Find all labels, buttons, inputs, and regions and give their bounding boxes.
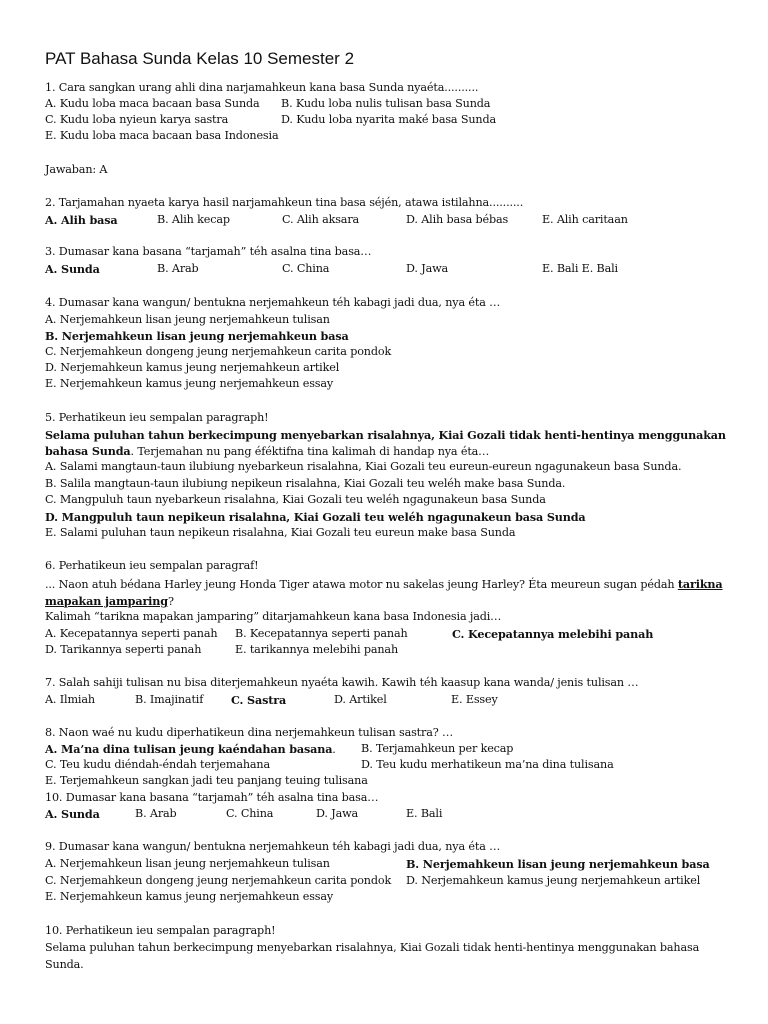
q8-option-e: E. Terjemahkeun sangkan jadi teu panjang teuing tulisana — [45, 774, 368, 787]
q5-option-b: B. Salila mangtaun-taun ilubiung nepikeun risalahna, Kiai Gozali teu weléh make basa Sunda. — [45, 477, 566, 490]
q2-option-d: D. Alih basa bébas — [406, 213, 509, 226]
q10a-option-e: E. Bali — [406, 807, 443, 820]
q6-option-d: D. Tarikannya seperti panah — [45, 643, 202, 656]
q6-option-a: A. Kecepatannya seperti panah — [45, 627, 218, 640]
q1-option-b: B. Kudu loba nulis tulisan basa Sunda — [281, 97, 491, 110]
q6-passage-text: ... Naon atuh bédana Harley jeung Honda Tiger atawa motor nu sakelas jeung Harley? Éta meureun sugan pédah — [45, 578, 678, 591]
page-title: PAT Bahasa Sunda Kelas 10 Semester 2 — [45, 49, 355, 68]
q3-option-e: E. Bali E. Bali — [542, 262, 618, 275]
question-3: 3. Dumasar kana basana “tarjamah” téh asalna tina basa… — [45, 245, 372, 258]
q5-option-d: D. Mangpuluh taun nepikeun risalahna, Kiai Gozali teu weléh ngagunakeun basa Sunda — [45, 510, 586, 524]
q7-option-c: C. Sastra — [231, 693, 287, 707]
q4-option-a: A. Nerjemahkeun lisan jeung nerjemahkeun tulisan — [45, 313, 330, 326]
q4-option-e: E. Nerjemahkeun kamus jeung nerjemahkeun essay — [45, 377, 334, 390]
q4-option-c: C. Nerjemahkeun dongeng jeung nerjemahkeun carita pondok — [45, 345, 392, 358]
q6-option-e: E. tarikannya melebihi panah — [235, 643, 398, 656]
q8-option-b: B. Terjamahkeun per kecap — [361, 742, 514, 755]
q7-option-d: D. Artikel — [334, 693, 387, 706]
q8-option-a-text: A. Ma’na dina tulisan jeung kaéndahan basana — [45, 742, 333, 756]
q2-option-e: E. Alih caritaan — [542, 213, 628, 226]
q6-option-c: C. Kecepatannya melebihi panah — [452, 627, 654, 641]
q6-passage-line-1 — [45, 576, 723, 593]
q7-option-b: B. Imajinatif — [135, 693, 204, 706]
q9-option-a: A. Nerjemahkeun lisan jeung nerjemahkeun tulisan — [45, 857, 330, 870]
q1-option-e: E. Kudu loba maca bacaan basa Indonesia — [45, 129, 279, 142]
q5-passage-line-1: Selama puluhan tahun berkecimpung menyebarkan risalahnya, Kiai Gozali tidak henti-hentinya menggunakan — [45, 428, 726, 442]
q10a-option-a: A. Sunda — [45, 807, 100, 821]
q1-option-a: A. Kudu loba maca bacaan basa Sunda — [45, 97, 260, 110]
q5-passage-line-2 — [45, 443, 489, 460]
question-1: 1. Cara sangkan urang ahli dina narjamahkeun kana basa Sunda nyaéta.......... — [45, 81, 479, 94]
q8-option-c: C. Teu kudu diéndah-éndah terjemahana — [45, 758, 270, 771]
q10a-option-c: C. China — [226, 807, 274, 820]
q9-option-c: C. Nerjemahkeun dongeng jeung nerjemahkeun carita pondok — [45, 874, 392, 887]
q1-answer: Jawaban: A — [45, 163, 108, 176]
q9-option-d: D. Nerjemahkeun kamus jeung nerjemahkeun artikel — [406, 874, 701, 887]
q9-option-b: B. Nerjemahkeun lisan jeung nerjemahkeun basa — [406, 857, 710, 871]
q6-passage-underlined-2: mapakan jamparing — [45, 594, 168, 608]
q7-option-e: E. Essey — [451, 693, 498, 706]
q6-prompt: Kalimah “tarikna mapakan jamparing” ditarjamahkeun kana basa Indonesia jadi… — [45, 610, 502, 623]
q10a-option-d: D. Jawa — [316, 807, 359, 820]
q8-option-d: D. Teu kudu merhatikeun ma’na dina tulisana — [361, 758, 614, 771]
q3-option-d: D. Jawa — [406, 262, 449, 275]
q5-option-c: C. Mangpuluh taun nyebarkeun risalahna, Kiai Gozali teu weléh ngagunakeun basa Sunda — [45, 493, 546, 506]
q10b-passage-line-1: Selama puluhan tahun berkecimpung menyebarkan risalahnya, Kiai Gozali tidak henti-hentinya menggunakan bahasa — [45, 941, 700, 954]
q10b-passage-line-2: Sunda. — [45, 958, 84, 971]
q6-passage-underlined-1: tarikna — [677, 577, 723, 591]
q6-passage-end: ? — [167, 595, 174, 608]
q4-option-d: D. Nerjemahkeun kamus jeung nerjemahkeun artikel — [45, 361, 340, 374]
q9-option-e: E. Nerjemahkeun kamus jeung nerjemahkeun essay — [45, 890, 334, 903]
question-8: 8. Naon waé nu kudu diperhatikeun dina nerjemahkeun tulisan sastra? … — [45, 726, 454, 739]
q6-passage-line-2 — [45, 593, 174, 610]
q3-option-b: B. Arab — [157, 262, 199, 275]
question-9: 9. Dumasar kana wangun/ bentukna nerjemahkeun téh kabagi jadi dua, nya éta … — [45, 840, 501, 853]
q5-option-a: A. Salami mangtaun-taun ilubiung nyebarkeun risalahna, Kiai Gozali teu eureun-eureun ngagunakeun basa Sunda. — [45, 460, 682, 473]
q2-option-b: B. Alih kecap — [157, 213, 230, 226]
question-7: 7. Salah sahiji tulisan nu bisa diterjemahkeun nyaéta kawih. Kawih téh kaasup kana wanda/ jenis tulisan … — [45, 676, 639, 689]
q3-option-a: A. Sunda — [45, 262, 100, 276]
q5-option-e: E. Salami puluhan taun nepikeun risalahna, Kiai Gozali teu eureun make basa Sunda — [45, 526, 516, 539]
q5-prompt: . Terjemahan nu pang éféktifna tina kalimah di handap nya éta… — [130, 445, 490, 458]
q4-option-b: B. Nerjemahkeun lisan jeung nerjemahkeun basa — [45, 329, 349, 343]
q10a-option-b: B. Arab — [135, 807, 177, 820]
q6-option-b: B. Kecepatannya seperti panah — [235, 627, 408, 640]
question-6: 6. Perhatikeun ieu sempalan paragraf! — [45, 559, 259, 572]
q8-option-a-period: . — [332, 743, 336, 756]
q2-option-a: A. Alih basa — [45, 213, 118, 227]
question-10-first: 10. Dumasar kana basana “tarjamah” téh asalna tina basa… — [45, 791, 379, 804]
q8-option-a — [45, 741, 336, 758]
question-5: 5. Perhatikeun ieu sempalan paragraph! — [45, 411, 269, 424]
question-2: 2. Tarjamahan nyaeta karya hasil narjamahkeun tina basa séjén, atawa istilahna.......... — [45, 196, 524, 209]
question-4: 4. Dumasar kana wangun/ bentukna nerjemahkeun téh kabagi jadi dua, nya éta … — [45, 296, 501, 309]
q3-option-c: C. China — [282, 262, 330, 275]
question-10-second: 10. Perhatikeun ieu sempalan paragraph! — [45, 924, 276, 937]
q1-option-d: D. Kudu loba nyarita maké basa Sunda — [281, 113, 497, 126]
q1-option-c: C. Kudu loba nyieun karya sastra — [45, 113, 229, 126]
q5-passage-bold: bahasa Sunda — [45, 444, 131, 458]
q2-option-c: C. Alih aksara — [282, 213, 360, 226]
q7-option-a: A. Ilmiah — [45, 693, 95, 706]
